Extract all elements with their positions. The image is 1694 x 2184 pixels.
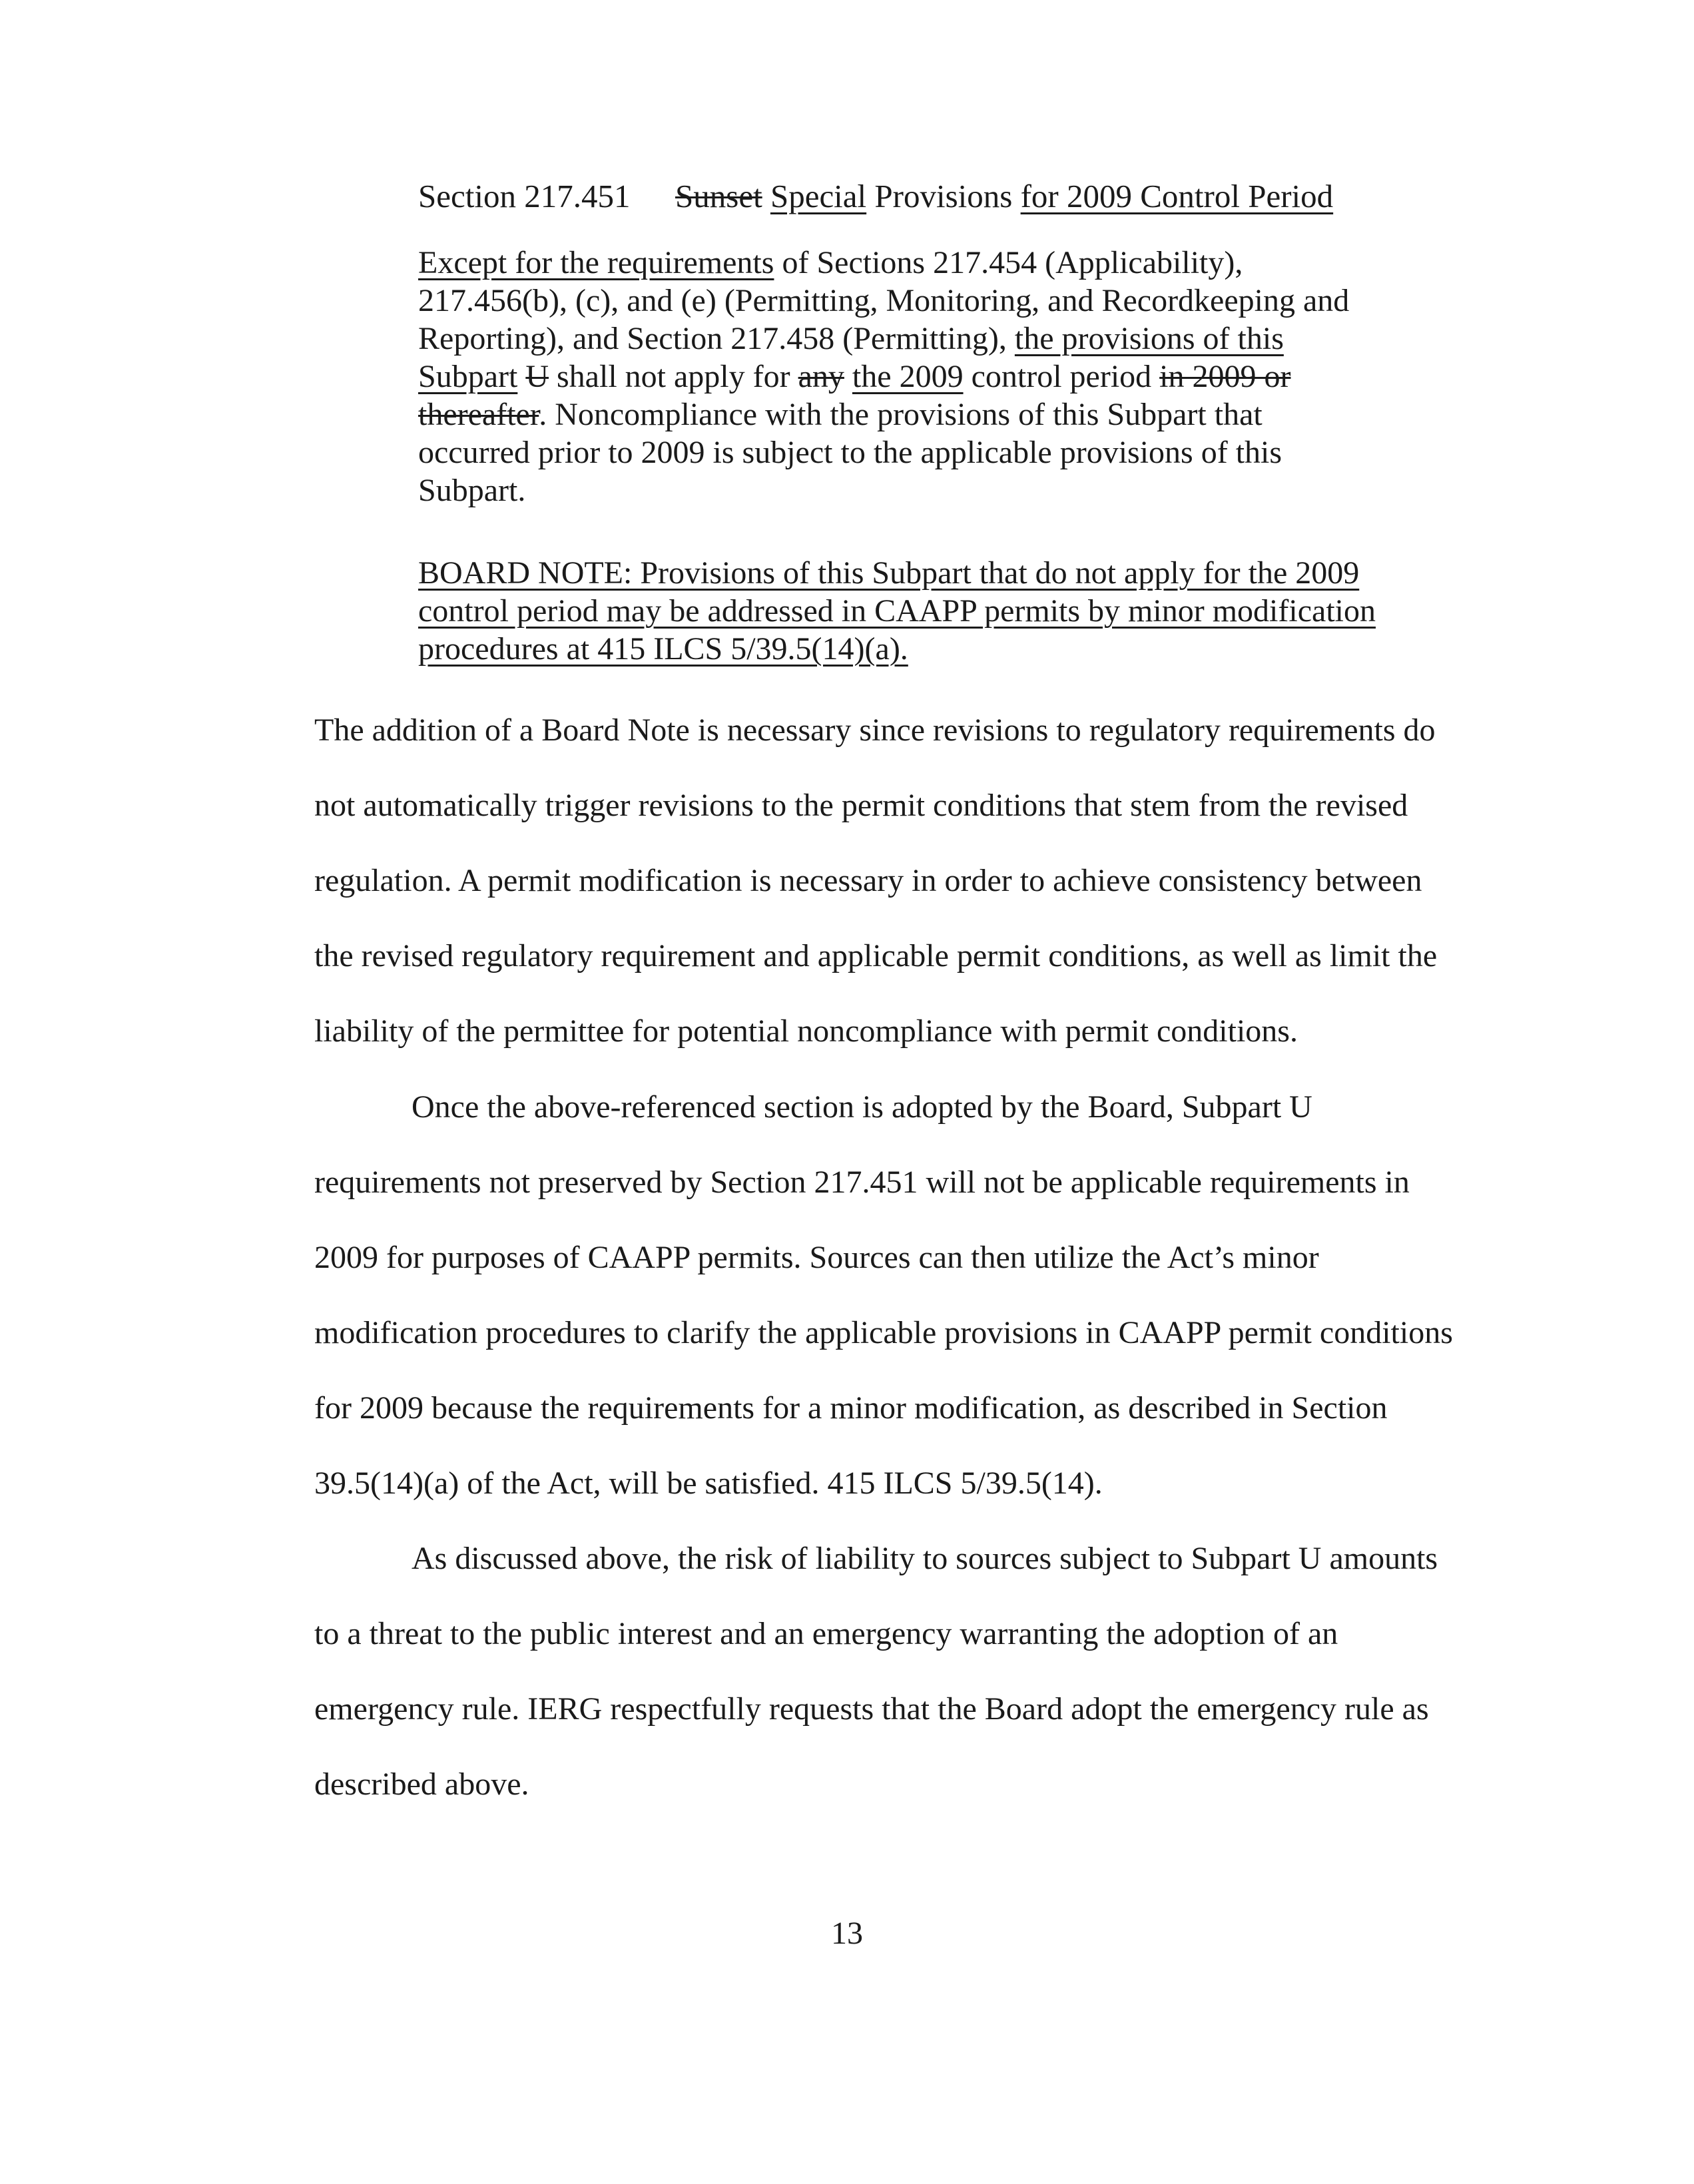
rule-text <box>517 359 525 394</box>
paragraph-board-note-explanation <box>314 692 1486 1069</box>
paragraph-line: 2009 for purposes of CAAPP permits. Sources can then utilize the Act’s minor <box>314 1240 1319 1275</box>
rule-text: occurred prior to 2009 is subject to the applicable provisions of this <box>418 435 1282 470</box>
paragraph-line: for 2009 because the requirements for a minor modification, as described in Section <box>314 1390 1388 1426</box>
paragraph-line: modification procedures to clarify the applicable provisions in CAAPP permit conditions <box>314 1315 1453 1350</box>
rule-text: control period <box>963 359 1160 394</box>
board-note-line: BOARD NOTE: Provisions of this Subpart that do not apply for the 2009 <box>418 555 1360 591</box>
section-number: Section 217.451 <box>418 178 631 214</box>
rule-line <box>418 244 1417 282</box>
rule-line <box>418 320 1417 358</box>
paragraph-line: described above. <box>314 1767 529 1802</box>
inserted-text: the provisions of this <box>1014 321 1284 356</box>
paragraph-emergency-request <box>314 1521 1486 1822</box>
paragraph-line: requirements not preserved by Section 217.451 will not be applicable requirements in <box>314 1165 1410 1200</box>
inserted-text: Except for the requirements <box>418 245 774 280</box>
rule-text: . Noncompliance with the provisions of this Subpart that <box>539 397 1263 432</box>
page-number: 13 <box>831 1916 863 1951</box>
paragraph-line: the revised regulatory requirement and applicable permit conditions, as well as limit the <box>314 938 1438 973</box>
rule-text: Reporting), and Section 217.458 (Permitting), <box>418 321 1015 356</box>
inserted-text: the 2009 <box>852 359 964 394</box>
section-heading <box>418 174 1333 218</box>
rule-text <box>844 359 852 394</box>
deleted-text: thereafter <box>418 397 539 432</box>
deleted-text: in 2009 or <box>1159 359 1291 394</box>
paragraph-line: to a threat to the public interest and an emergency warranting the adoption of an <box>314 1616 1338 1651</box>
rule-text-block <box>418 244 1417 509</box>
paragraph-line: emergency rule. IERG respectfully requests that the Board adopt the emergency rule as <box>314 1691 1429 1727</box>
inserted-heading-suffix: for 2009 Control Period <box>1020 178 1334 214</box>
rule-line <box>418 471 1417 509</box>
paragraph-line: Once the above-referenced section is adopted by the Board, Subpart U <box>412 1089 1312 1125</box>
deleted-text: U <box>525 359 549 394</box>
rule-text: of Sections 217.454 (Applicability), <box>774 245 1243 280</box>
board-note-block <box>418 554 1417 668</box>
rule-line <box>418 358 1417 396</box>
paragraph-line: not automatically trigger revisions to the permit conditions that stem from the revised <box>314 788 1408 823</box>
rule-line <box>418 433 1417 471</box>
rule-text: 217.456(b), (c), and (e) (Permitting, Monitoring, and Recordkeeping and <box>418 283 1350 318</box>
paragraph-adoption-effect <box>314 1069 1486 1521</box>
paragraph-line: regulation. A permit modification is necessary in order to achieve consistency between <box>314 863 1422 898</box>
board-note-line: control period may be addressed in CAAPP permits by minor modification <box>418 593 1376 629</box>
deleted-text: any <box>798 359 844 394</box>
paragraph-line: liability of the permittee for potential noncompliance with permit conditions. <box>314 1013 1298 1049</box>
board-note-line: procedures at 415 ILCS 5/39.5(14)(a). <box>418 631 908 667</box>
paragraph-line: 39.5(14)(a) of the Act, will be satisfied. 415 ILCS 5/39.5(14). <box>314 1466 1103 1501</box>
paragraph-line: The addition of a Board Note is necessary since revisions to regulatory requirements do <box>314 712 1436 748</box>
inserted-text: Subpart <box>418 359 518 394</box>
deleted-heading-word: Sunset <box>675 178 762 214</box>
inserted-heading-word: Special <box>770 178 867 214</box>
rule-line <box>418 282 1417 320</box>
rule-line <box>418 396 1417 433</box>
rule-text: shall not apply for <box>549 359 798 394</box>
paragraph-line: As discussed above, the risk of liability to sources subject to Subpart U amounts <box>412 1541 1438 1576</box>
rule-text: Subpart. <box>418 473 526 508</box>
heading-middle: Provisions <box>874 178 1013 214</box>
